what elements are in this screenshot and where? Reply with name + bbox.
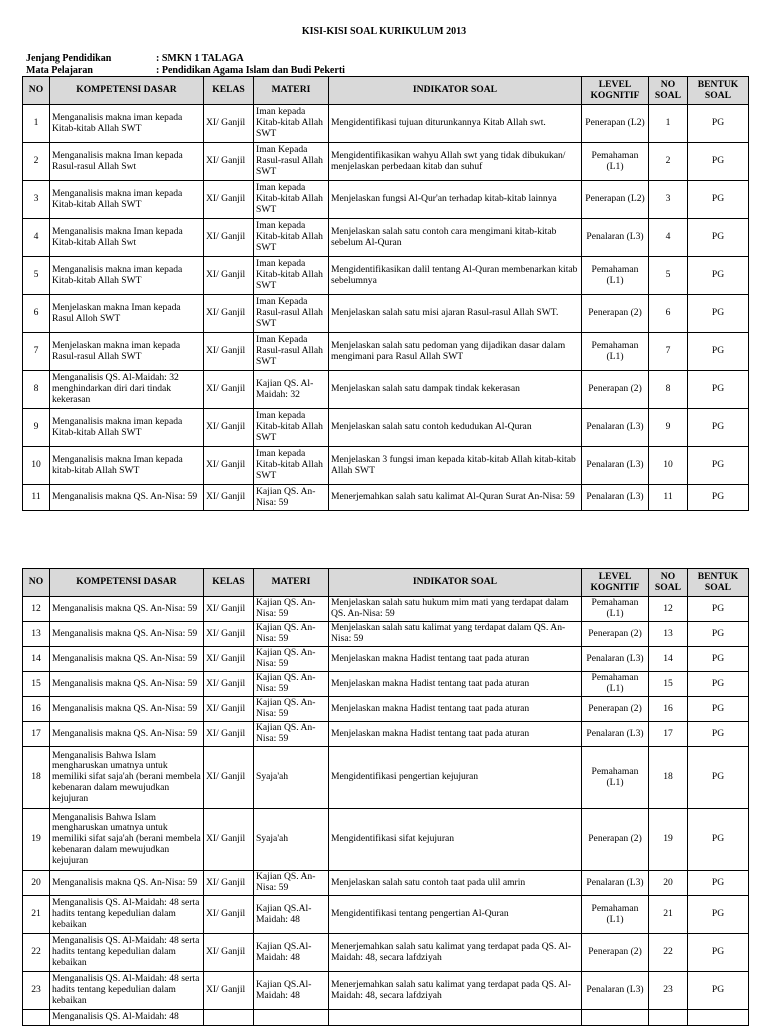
cell-level-kognitif: Pemahaman (L1) — [582, 672, 649, 697]
cell-no-soal: 14 — [649, 647, 688, 672]
kisi-kisi-table-2 — [22, 568, 749, 1026]
meta-value: : SMKN 1 TALAGA — [156, 53, 244, 64]
cell-no: 18 — [23, 747, 50, 809]
cell-kelas: XI/ Ganjil — [204, 485, 254, 511]
cell-bentuk-soal: PG — [688, 219, 749, 257]
cell-indikator-soal: Menjelaskan makna Hadist tentang taat pada aturan — [329, 672, 582, 697]
cell-no: 7 — [23, 333, 50, 371]
cell-bentuk-soal: PG — [688, 181, 749, 219]
cell-bentuk-soal: PG — [688, 371, 749, 409]
cell-bentuk-soal: PG — [688, 672, 749, 697]
cell-bentuk-soal: PG — [688, 722, 749, 747]
cell-bentuk-soal: PG — [688, 697, 749, 722]
cell-kompetensi-dasar: Menjelaskan makna Iman kepada Rasul Alloh SWT — [50, 295, 204, 333]
cell-level-kognitif: Penerapan (L2) — [582, 181, 649, 219]
cell-indikator-soal: Menjelaskan salah satu pedoman yang dijadikan dasar dalam mengimani para Rasul Allah SWT — [329, 333, 582, 371]
cell-kelas: XI/ Ganjil — [204, 896, 254, 934]
cell-bentuk-soal: PG — [688, 333, 749, 371]
table-row — [23, 871, 749, 896]
cell-level-kognitif: Penerapan (L2) — [582, 105, 649, 143]
cell-level-kognitif: Pemahaman (L1) — [582, 896, 649, 934]
cell-kelas: XI/ Ganjil — [204, 105, 254, 143]
cell-no-soal: 20 — [649, 871, 688, 896]
cell-level-kognitif — [582, 1010, 649, 1026]
cell-level-kognitif: Penalaran (L3) — [582, 871, 649, 896]
cell-bentuk-soal: PG — [688, 143, 749, 181]
table-row — [23, 809, 749, 871]
cell-kompetensi-dasar: Menganalisis QS. Al-Maidah: 32 menghindarkan diri dari tindak kekerasan — [50, 371, 204, 409]
cell-kompetensi-dasar: Menganalisis makna QS. An-Nisa: 59 — [50, 672, 204, 697]
table-row — [23, 934, 749, 972]
cell-materi: Kajian QS. An-Nisa: 59 — [254, 722, 329, 747]
cell-no-soal: 5 — [649, 257, 688, 295]
cell-kompetensi-dasar: Menganalisis makna QS. An-Nisa: 59 — [50, 647, 204, 672]
cell-indikator-soal: Mengidentifikasi pengertian kejujuran — [329, 747, 582, 809]
col-header-kelas: KELAS — [204, 77, 254, 105]
cell-no-soal: 21 — [649, 896, 688, 934]
table-row — [23, 697, 749, 722]
cell-no-soal: 12 — [649, 597, 688, 622]
cell-bentuk-soal — [688, 1010, 749, 1026]
cell-no-soal: 7 — [649, 333, 688, 371]
cell-level-kognitif: Penerapan (2) — [582, 934, 649, 972]
cell-no: 3 — [23, 181, 50, 219]
cell-no: 2 — [23, 143, 50, 181]
cell-materi: Iman Kepada Rasul-rasul Allah SWT — [254, 333, 329, 371]
cell-bentuk-soal: PG — [688, 747, 749, 809]
cell-materi: Iman kepada Kitab-kitab Allah SWT — [254, 105, 329, 143]
cell-indikator-soal: Menjelaskan fungsi Al-Qur'an terhadap kitab-kitab lainnya — [329, 181, 582, 219]
table-row — [23, 105, 749, 143]
cell-indikator-soal: Menjelaskan makna Hadist tentang taat pada aturan — [329, 697, 582, 722]
cell-indikator-soal: Mengidentifikasi sifat kejujuran — [329, 809, 582, 871]
cell-level-kognitif: Pemahaman (L1) — [582, 597, 649, 622]
cell-no-soal: 4 — [649, 219, 688, 257]
cell-kompetensi-dasar: Menganalisis makna QS. An-Nisa: 59 — [50, 871, 204, 896]
document-title: KISI-KISI SOAL KURIKULUM 2013 — [301, 26, 467, 37]
cell-level-kognitif: Pemahaman (L1) — [582, 333, 649, 371]
cell-kelas: XI/ Ganjil — [204, 871, 254, 896]
cell-kompetensi-dasar: Menganalisis Bahwa Islam mengharuskan umatnya untuk memiliki sifat saja'ah (berani membela kebenaran dalam mewujudkan kejujuran — [50, 747, 204, 809]
cell-no-soal: 3 — [649, 181, 688, 219]
cell-no: 15 — [23, 672, 50, 697]
cell-no: 16 — [23, 697, 50, 722]
table-row — [23, 333, 749, 371]
cell-bentuk-soal: PG — [688, 647, 749, 672]
cell-no: 1 — [23, 105, 50, 143]
cell-bentuk-soal: PG — [688, 485, 749, 511]
col-header-level-kognitif: LEVEL KOGNITIF — [582, 569, 649, 597]
col-header-kelas: KELAS — [204, 569, 254, 597]
cell-no: 6 — [23, 295, 50, 333]
cell-no: 12 — [23, 597, 50, 622]
cell-indikator-soal: Menerjemahkan salah satu kalimat yang terdapat pada QS. Al-Maidah: 48, secara lafdziyah — [329, 934, 582, 972]
cell-bentuk-soal: PG — [688, 105, 749, 143]
cell-no-soal: 15 — [649, 672, 688, 697]
cell-no: 17 — [23, 722, 50, 747]
cell-no-soal: 6 — [649, 295, 688, 333]
cell-indikator-soal: Menjelaskan salah satu contoh taat pada ulil amrin — [329, 871, 582, 896]
cell-materi: Kajian QS.Al-Maidah: 48 — [254, 934, 329, 972]
cell-level-kognitif: Penerapan (2) — [582, 371, 649, 409]
cell-kelas: XI/ Ganjil — [204, 181, 254, 219]
cell-indikator-soal: Menjelaskan salah satu dampak tindak kekerasan — [329, 371, 582, 409]
cell-materi: Kajian QS. An-Nisa: 59 — [254, 597, 329, 622]
cell-bentuk-soal: PG — [688, 409, 749, 447]
cell-kompetensi-dasar: Menganalisis makna iman kepada Kitab-kitab Allah SWT — [50, 257, 204, 295]
cell-indikator-soal: Menjelaskan makna Hadist tentang taat pada aturan — [329, 722, 582, 747]
cell-no-soal: 13 — [649, 622, 688, 647]
cell-no-soal: 2 — [649, 143, 688, 181]
cell-kompetensi-dasar: Menganalisis makna QS. An-Nisa: 59 — [50, 722, 204, 747]
cell-indikator-soal: Menjelaskan salah satu contoh cara mengimani kitab-kitab sebelum Al-Quran — [329, 219, 582, 257]
cell-kelas: XI/ Ganjil — [204, 333, 254, 371]
cell-kompetensi-dasar: Menganalisis makna QS. An-Nisa: 59 — [50, 597, 204, 622]
cell-materi: Kajian QS. Al-Maidah: 32 — [254, 371, 329, 409]
cell-no: 22 — [23, 934, 50, 972]
cell-indikator-soal: Menjelaskan salah satu hukum mim mati yang terdapat dalam QS. An-Nisa: 59 — [329, 597, 582, 622]
cell-kompetensi-dasar: Menganalisis makna Iman kepada Kitab-kitab Allah Swt — [50, 219, 204, 257]
cell-indikator-soal: Menjelaskan makna Hadist tentang taat pada aturan — [329, 647, 582, 672]
cell-level-kognitif: Pemahaman (L1) — [582, 143, 649, 181]
cell-materi: Kajian QS. An-Nisa: 59 — [254, 647, 329, 672]
cell-bentuk-soal: PG — [688, 295, 749, 333]
table-row — [23, 409, 749, 447]
cell-no: 20 — [23, 871, 50, 896]
cell-kompetensi-dasar: Menganalisis makna iman kepada Kitab-kitab Allah SWT — [50, 105, 204, 143]
kisi-kisi-table-1 — [22, 76, 749, 511]
cell-no-soal: 1 — [649, 105, 688, 143]
cell-level-kognitif: Pemahaman (L1) — [582, 257, 649, 295]
table-row — [23, 257, 749, 295]
col-header-materi: MATERI — [254, 569, 329, 597]
cell-bentuk-soal: PG — [688, 447, 749, 485]
cell-kompetensi-dasar: Menganalisis makna Iman kepada Rasul-rasul Allah Swt — [50, 143, 204, 181]
cell-kelas: XI/ Ganjil — [204, 597, 254, 622]
cell-materi: Kajian QS. An-Nisa: 59 — [254, 697, 329, 722]
cell-no-soal: 19 — [649, 809, 688, 871]
col-header-bentuk-soal: BENTUK SOAL — [688, 569, 749, 597]
cell-kompetensi-dasar: Menganalisis Bahwa Islam mengharuskan umatnya untuk memiliki sifat saja'ah (berani membela kebenaran dalam mewujudkan kejujuran — [50, 809, 204, 871]
table-row — [23, 1010, 749, 1026]
cell-kompetensi-dasar: Menganalisis makna QS. An-Nisa: 59 — [50, 697, 204, 722]
table-row — [23, 447, 749, 485]
cell-level-kognitif: Penalaran (L3) — [582, 485, 649, 511]
cell-no: 14 — [23, 647, 50, 672]
cell-kompetensi-dasar: Menganalisis makna iman kepada Kitab-kitab Allah SWT — [50, 409, 204, 447]
table-row — [23, 371, 749, 409]
cell-kompetensi-dasar: Menganalisis makna QS. An-Nisa: 59 — [50, 622, 204, 647]
cell-level-kognitif: Penalaran (L3) — [582, 722, 649, 747]
table-row — [23, 485, 749, 511]
cell-no-soal: 8 — [649, 371, 688, 409]
cell-level-kognitif: Penerapan (2) — [582, 697, 649, 722]
cell-kelas: XI/ Ganjil — [204, 219, 254, 257]
cell-materi: Kajian QS.Al-Maidah: 48 — [254, 896, 329, 934]
cell-indikator-soal: Menjelaskan salah satu kalimat yang terdapat dalam QS. An-Nisa: 59 — [329, 622, 582, 647]
cell-no: 8 — [23, 371, 50, 409]
cell-kelas: XI/ Ganjil — [204, 722, 254, 747]
cell-indikator-soal: Mengidentifikasi tentang pengertian Al-Quran — [329, 896, 582, 934]
cell-indikator-soal: Menerjemahkan salah satu kalimat Al-Quran Surat An-Nisa: 59 — [329, 485, 582, 511]
cell-no: 10 — [23, 447, 50, 485]
cell-kompetensi-dasar: Menganalisis QS. Al-Maidah: 48 serta hadits tentang kepedulian dalam kebaikan — [50, 934, 204, 972]
meta-label: Jenjang Pendidikan — [26, 53, 112, 64]
cell-bentuk-soal: PG — [688, 871, 749, 896]
cell-indikator-soal: Menjelaskan salah satu contoh kedudukan Al-Quran — [329, 409, 582, 447]
table-row — [23, 143, 749, 181]
cell-bentuk-soal: PG — [688, 257, 749, 295]
cell-kompetensi-dasar: Menjelaskan makna iman kepada Rasul-rasul Allah SWT — [50, 333, 204, 371]
cell-materi: Iman Kepada Rasul-rasul Allah SWT — [254, 143, 329, 181]
cell-no-soal: 18 — [649, 747, 688, 809]
cell-kompetensi-dasar: Menganalisis QS. Al-Maidah: 48 serta hadits tentang kepedulian dalam kebaikan — [50, 972, 204, 1010]
col-header-indikator-soal: INDIKATOR SOAL — [329, 569, 582, 597]
cell-indikator-soal: Mengidentifikasi tujuan diturunkannya Kitab Allah swt. — [329, 105, 582, 143]
table-row — [23, 896, 749, 934]
cell-materi: Kajian QS.Al-Maidah: 48 — [254, 972, 329, 1010]
cell-kelas: XI/ Ganjil — [204, 672, 254, 697]
table-row — [23, 295, 749, 333]
cell-level-kognitif: Penalaran (L3) — [582, 647, 649, 672]
cell-materi: Iman Kepada Rasul-rasul Allah SWT — [254, 295, 329, 333]
table-row — [23, 597, 749, 622]
cell-materi: Iman kepada Kitab-kitab Allah SWT — [254, 181, 329, 219]
cell-materi: Iman kepada Kitab-kitab Allah SWT — [254, 219, 329, 257]
cell-no: 4 — [23, 219, 50, 257]
cell-kompetensi-dasar: Menganalisis makna iman kepada Kitab-kitab Allah SWT — [50, 181, 204, 219]
table-row — [23, 972, 749, 1010]
col-header-no: NO — [23, 77, 50, 105]
table-row — [23, 219, 749, 257]
col-header-kompetensi-dasar: KOMPETENSI DASAR — [50, 77, 204, 105]
cell-no: 9 — [23, 409, 50, 447]
cell-indikator-soal — [329, 1010, 582, 1026]
table-row — [23, 722, 749, 747]
table-row — [23, 647, 749, 672]
cell-bentuk-soal: PG — [688, 934, 749, 972]
col-header-no: NO — [23, 569, 50, 597]
cell-no: 23 — [23, 972, 50, 1010]
cell-kompetensi-dasar: Menganalisis QS. Al-Maidah: 48 serta hadits tentang kepedulian dalam kebaikan — [50, 896, 204, 934]
cell-kelas — [204, 1010, 254, 1026]
cell-level-kognitif: Penalaran (L3) — [582, 447, 649, 485]
col-header-level-kognitif: LEVEL KOGNITIF — [582, 77, 649, 105]
cell-kelas: XI/ Ganjil — [204, 371, 254, 409]
cell-indikator-soal: Menjelaskan salah satu misi ajaran Rasul-rasul Allah SWT. — [329, 295, 582, 333]
cell-materi: Kajian QS. An-Nisa: 59 — [254, 622, 329, 647]
table-header-row — [23, 77, 749, 105]
col-header-no-soal: NO SOAL — [649, 569, 688, 597]
cell-level-kognitif: Penalaran (L3) — [582, 409, 649, 447]
cell-kelas: XI/ Ganjil — [204, 747, 254, 809]
table-row — [23, 672, 749, 697]
cell-indikator-soal: Mengidentifikasikan wahyu Allah swt yang tidak dibukukan/ menjelaskan perbedaan kitab dan suhuf — [329, 143, 582, 181]
cell-kompetensi-dasar: Menganalisis makna QS. An-Nisa: 59 — [50, 485, 204, 511]
cell-level-kognitif: Penerapan (2) — [582, 295, 649, 333]
cell-no-soal: 23 — [649, 972, 688, 1010]
cell-bentuk-soal: PG — [688, 622, 749, 647]
cell-no-soal: 10 — [649, 447, 688, 485]
table-row — [23, 747, 749, 809]
cell-no-soal — [649, 1010, 688, 1026]
cell-kelas: XI/ Ganjil — [204, 622, 254, 647]
cell-no: 21 — [23, 896, 50, 934]
meta-value: : Pendidikan Agama Islam dan Budi Pekerti — [156, 65, 345, 76]
cell-bentuk-soal: PG — [688, 972, 749, 1010]
cell-kompetensi-dasar: Menganalisis makna Iman kepada kitab-kitab Allah SWT — [50, 447, 204, 485]
cell-kelas: XI/ Ganjil — [204, 143, 254, 181]
cell-kelas: XI/ Ganjil — [204, 697, 254, 722]
cell-indikator-soal: Mengidentifikasikan dalil tentang Al-Quran membenarkan kitab sebelumnya — [329, 257, 582, 295]
cell-bentuk-soal: PG — [688, 809, 749, 871]
table-row — [23, 622, 749, 647]
cell-no-soal: 11 — [649, 485, 688, 511]
cell-no: 5 — [23, 257, 50, 295]
col-header-kompetensi-dasar: KOMPETENSI DASAR — [50, 569, 204, 597]
cell-kelas: XI/ Ganjil — [204, 972, 254, 1010]
col-header-bentuk-soal: BENTUK SOAL — [688, 77, 749, 105]
cell-materi: Iman kepada Kitab-kitab Allah SWT — [254, 257, 329, 295]
cell-no-soal: 9 — [649, 409, 688, 447]
cell-no: 11 — [23, 485, 50, 511]
cell-indikator-soal: Menjelaskan 3 fungsi iman kepada kitab-kitab Allah kitab-kitab Allah SWT — [329, 447, 582, 485]
col-header-materi: MATERI — [254, 77, 329, 105]
cell-kompetensi-dasar: Menganalisis QS. Al-Maidah: 48 — [50, 1010, 204, 1026]
cell-materi: Kajian QS. An-Nisa: 59 — [254, 485, 329, 511]
cell-materi: Kajian QS. An-Nisa: 59 — [254, 871, 329, 896]
cell-no: 19 — [23, 809, 50, 871]
cell-kelas: XI/ Ganjil — [204, 809, 254, 871]
col-header-indikator-soal: INDIKATOR SOAL — [329, 77, 582, 105]
cell-kelas: XI/ Ganjil — [204, 647, 254, 672]
cell-no-soal: 17 — [649, 722, 688, 747]
cell-level-kognitif: Penalaran (L3) — [582, 972, 649, 1010]
cell-indikator-soal: Menerjemahkan salah satu kalimat yang terdapat pada QS. Al-Maidah: 48, secara lafdziyah — [329, 972, 582, 1010]
cell-materi: Kajian QS. An-Nisa: 59 — [254, 672, 329, 697]
cell-level-kognitif: Pemahaman (L1) — [582, 747, 649, 809]
cell-level-kognitif: Penerapan (2) — [582, 809, 649, 871]
table-header-row — [23, 569, 749, 597]
cell-bentuk-soal: PG — [688, 597, 749, 622]
cell-kelas: XI/ Ganjil — [204, 257, 254, 295]
cell-no-soal: 16 — [649, 697, 688, 722]
cell-materi: Syaja'ah — [254, 747, 329, 809]
cell-no-soal: 22 — [649, 934, 688, 972]
cell-kelas: XI/ Ganjil — [204, 447, 254, 485]
table-row — [23, 181, 749, 219]
cell-level-kognitif: Penerapan (2) — [582, 622, 649, 647]
cell-kelas: XI/ Ganjil — [204, 934, 254, 972]
meta-label: Mata Pelajaran — [26, 65, 93, 76]
cell-no: 13 — [23, 622, 50, 647]
cell-bentuk-soal: PG — [688, 896, 749, 934]
cell-materi — [254, 1010, 329, 1026]
cell-materi: Iman kepada Kitab-kitab Allah SWT — [254, 447, 329, 485]
cell-kelas: XI/ Ganjil — [204, 295, 254, 333]
cell-materi: Syaja'ah — [254, 809, 329, 871]
cell-materi: Iman kepada Kitab-kitab Allah SWT — [254, 409, 329, 447]
col-header-no-soal: NO SOAL — [649, 77, 688, 105]
cell-no — [23, 1010, 50, 1026]
cell-level-kognitif: Penalaran (L3) — [582, 219, 649, 257]
cell-kelas: XI/ Ganjil — [204, 409, 254, 447]
